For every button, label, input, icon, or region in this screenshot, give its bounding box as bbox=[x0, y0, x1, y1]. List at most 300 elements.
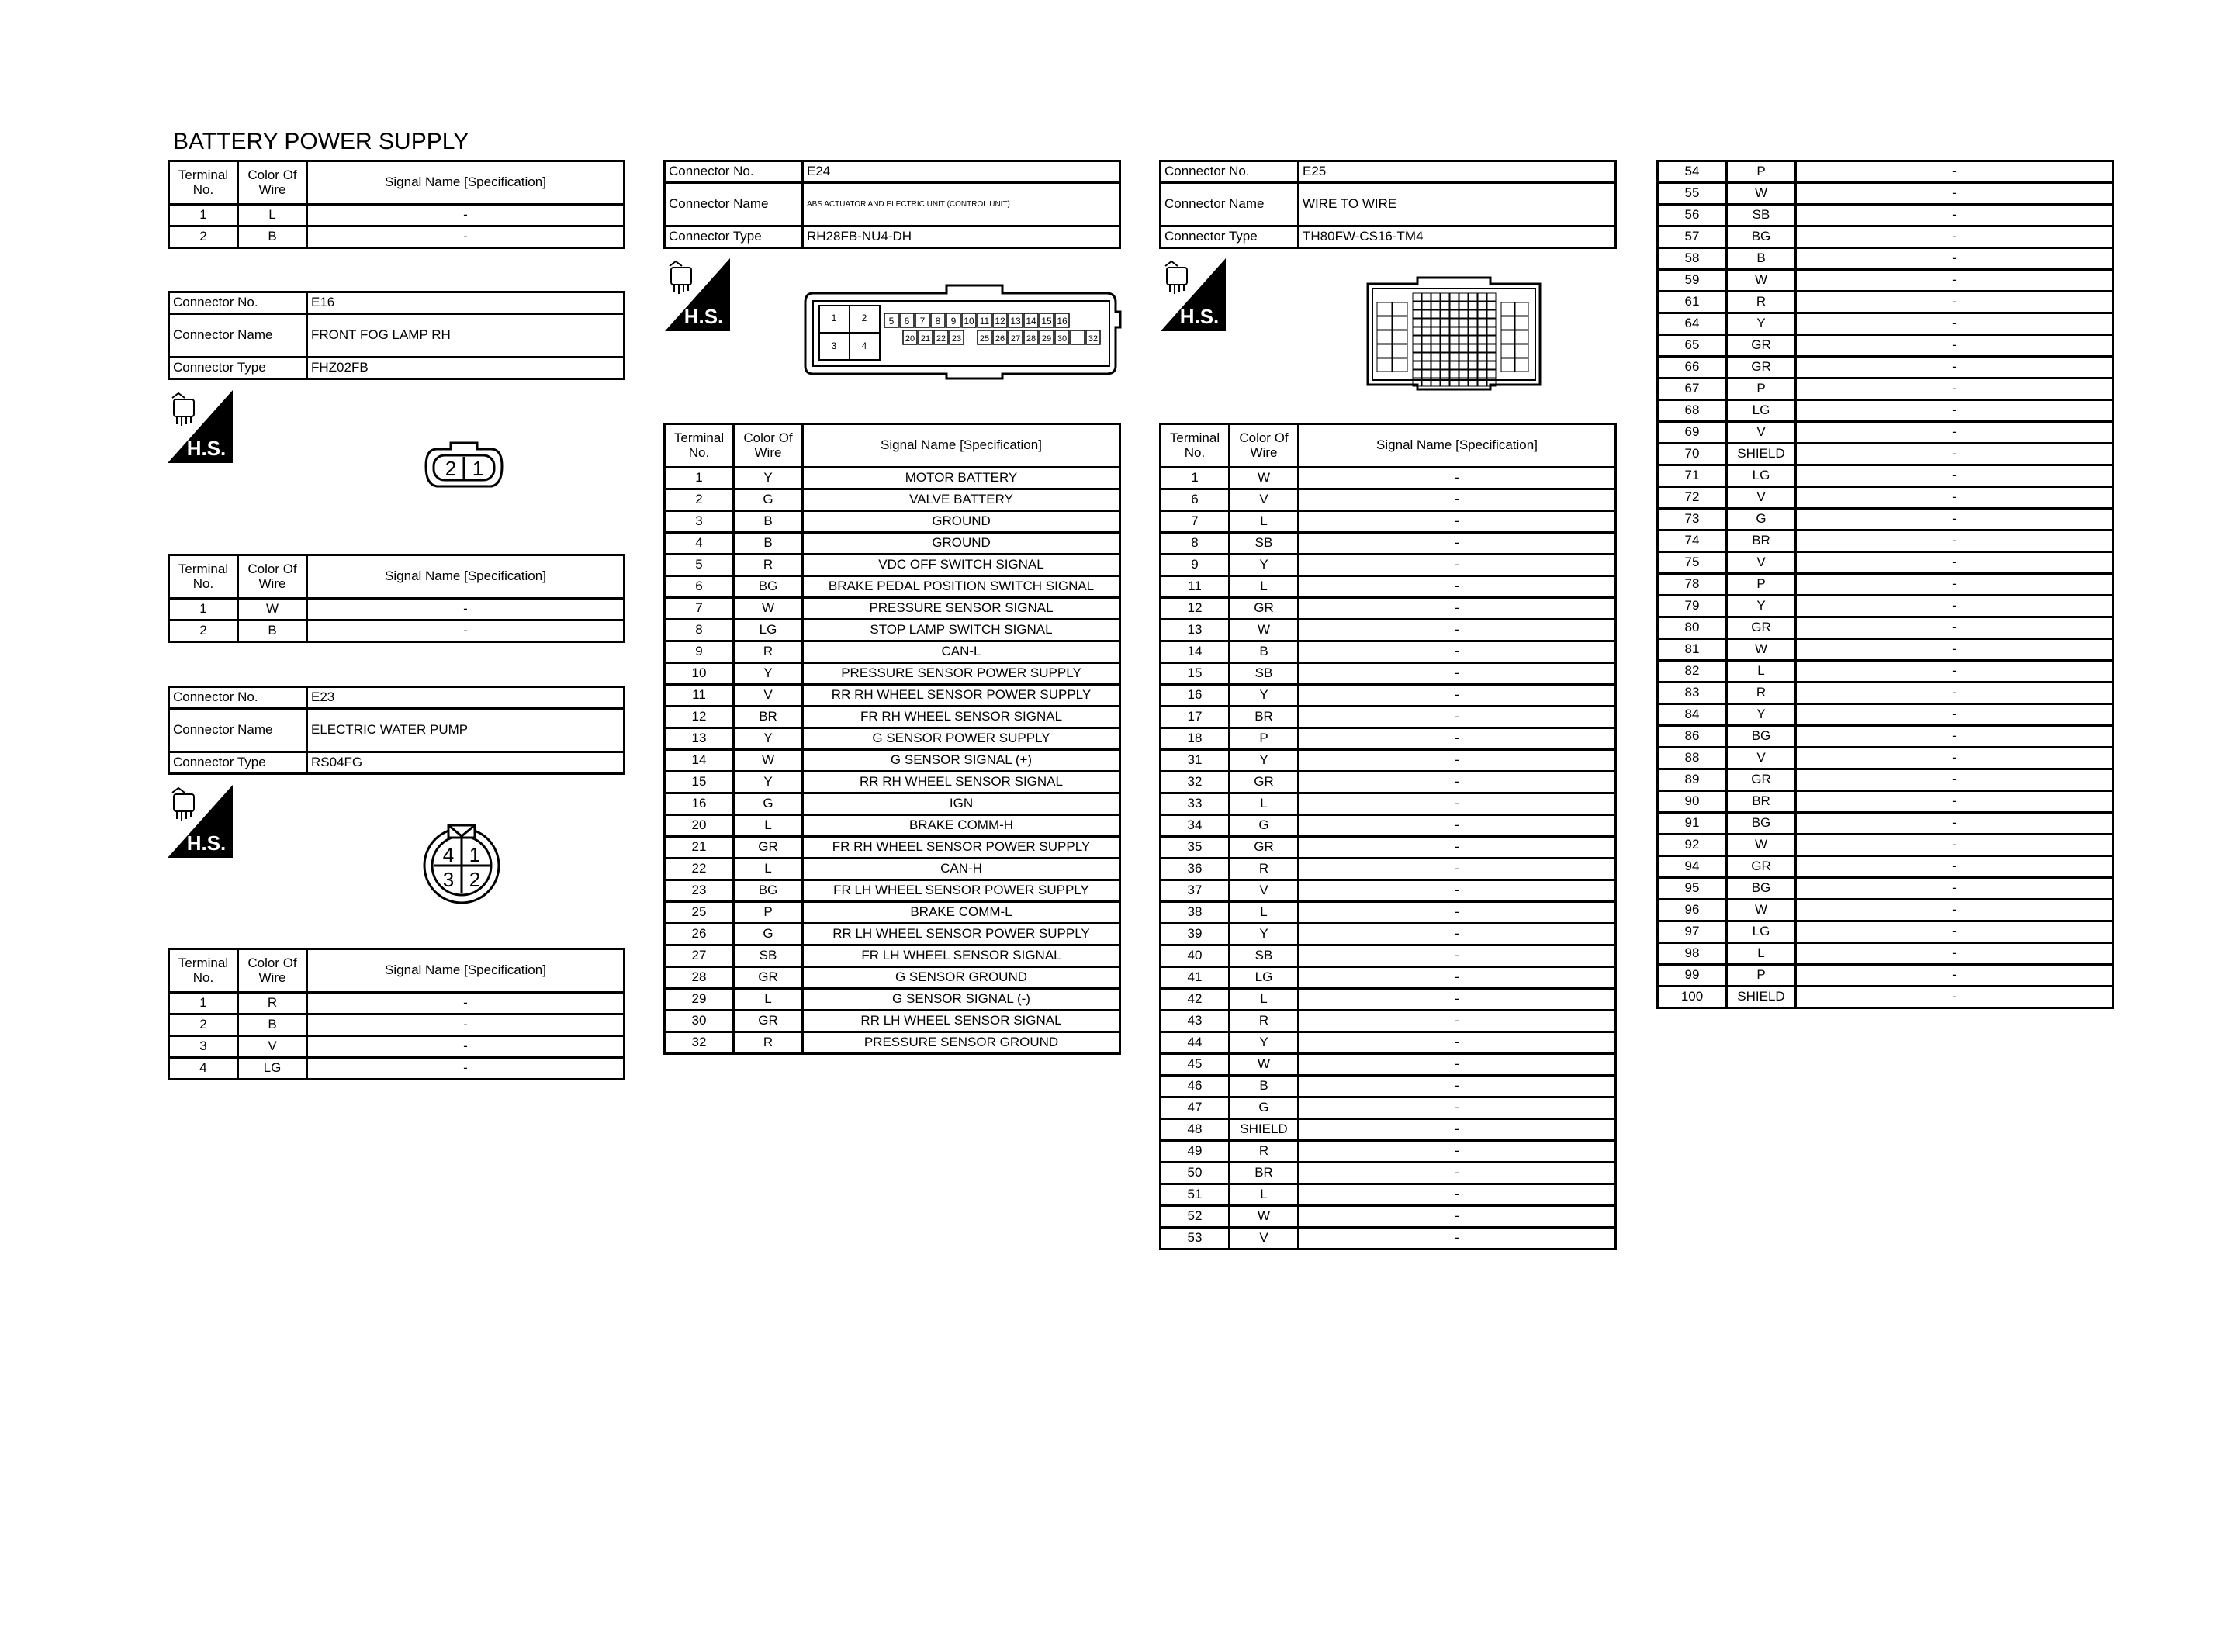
terminal-no-cell: 13 bbox=[1161, 620, 1230, 641]
pin-cell bbox=[1487, 310, 1496, 318]
terminal-no-cell: 5 bbox=[665, 555, 734, 576]
wire-color-cell: GR bbox=[1727, 856, 1796, 878]
terminal-no-cell: 15 bbox=[665, 772, 734, 793]
terminal-no-cell: 55 bbox=[1658, 183, 1727, 205]
wire-color-cell: L bbox=[1230, 1184, 1299, 1206]
terminal-no-cell: 1 bbox=[665, 468, 734, 489]
table-row bbox=[1658, 444, 2113, 465]
table-row bbox=[1658, 313, 2113, 335]
table-row bbox=[665, 815, 1120, 837]
header-line: No. bbox=[192, 575, 214, 591]
signal-name-cell: - bbox=[1299, 511, 1616, 533]
pin-cell bbox=[1459, 327, 1468, 335]
wire-color-header bbox=[238, 161, 307, 205]
pin-cell bbox=[1487, 336, 1496, 344]
table-row bbox=[665, 945, 1120, 967]
table-row bbox=[1161, 1141, 1616, 1163]
wire-color-cell: LG bbox=[1230, 967, 1299, 989]
table-row bbox=[1658, 835, 2113, 856]
connector-type-value: RH28FB-NU4-DH bbox=[803, 226, 1120, 248]
terminal-no-cell: 52 bbox=[1161, 1206, 1230, 1228]
pin-cell bbox=[1450, 319, 1459, 327]
terminal-no-cell: 3 bbox=[169, 1036, 238, 1058]
signal-name-cell: - bbox=[1299, 641, 1616, 663]
pin-cell bbox=[1422, 293, 1431, 301]
wire-color-cell: G bbox=[1230, 1097, 1299, 1119]
terminal-no-cell: 1 bbox=[169, 205, 238, 226]
wire-color-cell: B bbox=[1230, 641, 1299, 663]
header-line: No. bbox=[1184, 444, 1206, 460]
pin-cell bbox=[1393, 358, 1407, 372]
wire-color-cell: GR bbox=[1230, 772, 1299, 793]
pin-cell bbox=[1431, 353, 1440, 361]
terminal-no-cell: 98 bbox=[1658, 943, 1727, 965]
connector-type-label: Connector Type bbox=[1161, 226, 1299, 248]
pin-label: 1 bbox=[472, 457, 484, 480]
connector-type-value: RS04FG bbox=[307, 752, 625, 774]
harness-side-icon bbox=[1161, 258, 1226, 331]
wire-color-cell: G bbox=[734, 489, 803, 511]
terminal-no-cell: 70 bbox=[1658, 444, 1727, 465]
table-row bbox=[1658, 292, 2113, 313]
signal-name-cell: - bbox=[1796, 400, 2113, 422]
table-row bbox=[1658, 856, 2113, 878]
connector-name-label: Connector Name bbox=[169, 314, 307, 358]
pin-label: 12 bbox=[995, 316, 1005, 327]
header-line: Terminal bbox=[178, 561, 229, 576]
terminal-no-cell: 1 bbox=[169, 599, 238, 620]
pin-cell bbox=[1487, 327, 1496, 335]
pin-label: 27 bbox=[1010, 334, 1021, 344]
table-row bbox=[169, 620, 625, 642]
pin-cell bbox=[1413, 302, 1421, 309]
pin-cell bbox=[1431, 327, 1440, 335]
table-row bbox=[665, 533, 1120, 555]
table-row bbox=[1658, 965, 2113, 987]
signal-name-header: Signal Name [Specification] bbox=[307, 949, 625, 993]
table-row bbox=[1658, 596, 2113, 617]
pin-cell bbox=[1377, 344, 1392, 358]
terminal-no-cell: 16 bbox=[665, 793, 734, 815]
wire-color-cell: SHIELD bbox=[1727, 987, 1796, 1008]
pin-cell bbox=[1413, 293, 1421, 301]
terminal-no-cell: 3 bbox=[665, 511, 734, 533]
header-line: No. bbox=[192, 969, 214, 985]
wire-color-cell: SB bbox=[1230, 533, 1299, 555]
terminal-no-cell: 31 bbox=[1161, 750, 1230, 772]
page-title: BATTERY POWER SUPPLY bbox=[173, 129, 469, 154]
harness-side-icon bbox=[665, 258, 730, 331]
signal-name-cell: - bbox=[1299, 880, 1616, 902]
wire-color-cell: V bbox=[734, 685, 803, 707]
e25-connector-diagram bbox=[1363, 273, 1545, 391]
battery-terminal-table bbox=[168, 160, 625, 249]
wire-color-cell: W bbox=[1727, 639, 1796, 661]
wire-color-cell: BG bbox=[1727, 226, 1796, 248]
signal-name-cell: - bbox=[1796, 292, 2113, 313]
signal-name-cell: - bbox=[307, 599, 625, 620]
pin-cell bbox=[1422, 344, 1431, 352]
table-row bbox=[1161, 533, 1616, 555]
terminal-no-cell: 29 bbox=[665, 989, 734, 1011]
e23-connector-diagram bbox=[419, 821, 504, 906]
table-row bbox=[1658, 183, 2113, 205]
signal-name-cell: - bbox=[1796, 487, 2113, 509]
table-row bbox=[1161, 641, 1616, 663]
pin-cell bbox=[1441, 302, 1449, 309]
table-row bbox=[665, 880, 1120, 902]
pin-cell bbox=[1441, 361, 1449, 369]
wire-color-cell: GR bbox=[1727, 335, 1796, 357]
signal-name-cell: G SENSOR GROUND bbox=[803, 967, 1120, 989]
terminal-no-cell: 18 bbox=[1161, 728, 1230, 750]
wire-color-cell: P bbox=[734, 902, 803, 924]
table-row bbox=[665, 576, 1120, 598]
pin-label: 2 bbox=[861, 313, 867, 323]
signal-name-cell: - bbox=[1299, 620, 1616, 641]
terminal-no-cell: 82 bbox=[1658, 661, 1727, 683]
pin-label: 9 bbox=[950, 316, 957, 327]
terminal-no-cell: 2 bbox=[169, 620, 238, 642]
terminal-no-cell: 96 bbox=[1658, 900, 1727, 921]
table-row bbox=[1658, 943, 2113, 965]
wire-color-cell: GR bbox=[1230, 598, 1299, 620]
pin-cell bbox=[1431, 302, 1440, 309]
signal-name-cell: - bbox=[1796, 900, 2113, 921]
table-row bbox=[1161, 924, 1616, 945]
signal-name-cell: RR LH WHEEL SENSOR SIGNAL bbox=[803, 1011, 1120, 1032]
signal-name-header: Signal Name [Specification] bbox=[803, 424, 1120, 468]
terminal-no-cell: 14 bbox=[1161, 641, 1230, 663]
wire-color-cell: B bbox=[238, 620, 307, 642]
terminal-no-cell: 99 bbox=[1658, 965, 1727, 987]
wire-color-cell: B bbox=[734, 511, 803, 533]
terminal-no-cell: 6 bbox=[1161, 489, 1230, 511]
pin-cell bbox=[1377, 358, 1392, 372]
wire-color-cell: LG bbox=[1727, 921, 1796, 943]
terminal-no-header bbox=[665, 424, 734, 468]
signal-name-cell: - bbox=[1299, 750, 1616, 772]
table-row bbox=[1161, 511, 1616, 533]
pin-cell bbox=[1487, 353, 1496, 361]
signal-name-cell: - bbox=[1796, 835, 2113, 856]
terminal-no-cell: 38 bbox=[1161, 902, 1230, 924]
pin-cell bbox=[1450, 361, 1459, 369]
pin-cell bbox=[1459, 361, 1468, 369]
terminal-no-cell: 32 bbox=[1161, 772, 1230, 793]
signal-name-cell: - bbox=[1796, 422, 2113, 444]
wire-color-cell: V bbox=[1727, 552, 1796, 574]
pin-cell bbox=[1441, 370, 1449, 378]
terminal-no-cell: 74 bbox=[1658, 531, 1727, 552]
wire-color-cell: B bbox=[238, 1014, 307, 1036]
pin-label: 2 bbox=[469, 868, 481, 891]
wire-color-cell: Y bbox=[1727, 704, 1796, 726]
signal-name-cell: - bbox=[307, 1058, 625, 1080]
e24-connector-info bbox=[663, 160, 1121, 249]
wire-color-cell: V bbox=[1230, 489, 1299, 511]
signal-name-cell: - bbox=[1796, 248, 2113, 270]
terminal-no-cell: 41 bbox=[1161, 967, 1230, 989]
terminal-no-cell: 8 bbox=[665, 620, 734, 641]
signal-name-cell: - bbox=[1299, 1119, 1616, 1141]
table-row bbox=[1161, 989, 1616, 1011]
terminal-no-cell: 94 bbox=[1658, 856, 1727, 878]
e25-terminal-table-continued bbox=[1656, 160, 2114, 1009]
wire-color-cell: SB bbox=[1230, 945, 1299, 967]
pin-cell bbox=[1422, 336, 1431, 344]
wire-color-cell: SB bbox=[1727, 205, 1796, 226]
pin-cell bbox=[1431, 336, 1440, 344]
terminal-no-cell: 4 bbox=[665, 533, 734, 555]
pin-label: 8 bbox=[935, 316, 941, 327]
wire-color-cell: BG bbox=[1727, 813, 1796, 835]
table-row bbox=[1161, 620, 1616, 641]
pin-cell bbox=[1469, 302, 1477, 309]
wire-color-cell: W bbox=[1230, 1054, 1299, 1076]
terminal-no-cell: 28 bbox=[665, 967, 734, 989]
signal-name-cell: - bbox=[1796, 661, 2113, 683]
e24-connector-diagram bbox=[802, 282, 1122, 382]
terminal-no-cell: 2 bbox=[665, 489, 734, 511]
connector-no-label: Connector No. bbox=[1161, 161, 1299, 183]
e16-connector-diagram bbox=[423, 438, 505, 494]
signal-name-cell: - bbox=[307, 1036, 625, 1058]
table-row bbox=[1161, 1184, 1616, 1206]
harness-side-icon bbox=[168, 785, 233, 858]
wire-color-cell: GR bbox=[734, 1011, 803, 1032]
wire-color-cell: BR bbox=[1727, 791, 1796, 813]
pin-cell bbox=[1487, 293, 1496, 301]
terminal-no-cell: 47 bbox=[1161, 1097, 1230, 1119]
pin-cell bbox=[1422, 302, 1431, 309]
signal-name-cell: - bbox=[1299, 685, 1616, 707]
header-line: Terminal bbox=[178, 167, 229, 182]
pin-cell bbox=[1377, 330, 1392, 344]
wire-color-cell: Y bbox=[1727, 313, 1796, 335]
signal-name-cell: - bbox=[1796, 531, 2113, 552]
pin-cell bbox=[1478, 310, 1486, 318]
terminal-no-cell: 1 bbox=[1161, 468, 1230, 489]
signal-name-cell: - bbox=[1299, 1206, 1616, 1228]
pin-cell bbox=[1422, 319, 1431, 327]
pin-cell bbox=[1413, 336, 1421, 344]
terminal-no-cell: 48 bbox=[1161, 1119, 1230, 1141]
pin-label: 30 bbox=[1057, 334, 1068, 344]
signal-name-header: Signal Name [Specification] bbox=[1299, 424, 1616, 468]
pin-label: 28 bbox=[1026, 334, 1036, 344]
table-row bbox=[665, 924, 1120, 945]
table-row bbox=[665, 641, 1120, 663]
table-row bbox=[1658, 704, 2113, 726]
harness-side-icon bbox=[168, 390, 233, 463]
terminal-no-cell: 9 bbox=[1161, 555, 1230, 576]
table-row bbox=[169, 1058, 625, 1080]
wire-color-cell: W bbox=[1727, 183, 1796, 205]
signal-name-header: Signal Name [Specification] bbox=[307, 161, 625, 205]
table-row bbox=[1161, 902, 1616, 924]
pin-cell bbox=[1431, 319, 1440, 327]
pin-cell bbox=[1469, 353, 1477, 361]
wire-color-header bbox=[238, 949, 307, 993]
connector-type-label: Connector Type bbox=[169, 752, 307, 774]
pin-cell bbox=[1431, 293, 1440, 301]
signal-name-cell: - bbox=[1796, 943, 2113, 965]
pin-cell bbox=[1441, 344, 1449, 352]
table-header bbox=[665, 424, 1120, 468]
connector-no-value: E23 bbox=[307, 687, 625, 709]
wire-color-cell: P bbox=[1727, 965, 1796, 987]
pin-cell bbox=[1441, 336, 1449, 344]
table-row bbox=[1161, 728, 1616, 750]
wire-color-cell: W bbox=[1727, 270, 1796, 292]
terminal-no-cell: 26 bbox=[665, 924, 734, 945]
pin-cell bbox=[1469, 327, 1477, 335]
table-row bbox=[665, 902, 1120, 924]
terminal-no-cell: 23 bbox=[665, 880, 734, 902]
pin-label: 15 bbox=[1041, 316, 1052, 327]
wire-color-cell: V bbox=[238, 1036, 307, 1058]
wire-color-cell: Y bbox=[734, 663, 803, 685]
wire-color-cell: GR bbox=[1727, 769, 1796, 791]
table-row bbox=[1658, 378, 2113, 400]
pin-label: 13 bbox=[1010, 316, 1021, 327]
signal-name-cell: - bbox=[1796, 769, 2113, 791]
table-row bbox=[665, 555, 1120, 576]
terminal-no-cell: 2 bbox=[169, 1014, 238, 1036]
wire-color-cell: P bbox=[1727, 378, 1796, 400]
terminal-no-cell: 49 bbox=[1161, 1141, 1230, 1163]
table-row bbox=[1658, 487, 2113, 509]
table-row bbox=[665, 837, 1120, 859]
table-row bbox=[665, 750, 1120, 772]
signal-name-cell: FR LH WHEEL SENSOR POWER SUPPLY bbox=[803, 880, 1120, 902]
wire-color-cell: R bbox=[734, 555, 803, 576]
pin-cell bbox=[1501, 358, 1514, 372]
signal-name-cell: FR LH WHEEL SENSOR SIGNAL bbox=[803, 945, 1120, 967]
table-row bbox=[1161, 576, 1616, 598]
table-row bbox=[1161, 1011, 1616, 1032]
pin-cell bbox=[1441, 310, 1449, 318]
table-row bbox=[169, 226, 625, 248]
table-row bbox=[1658, 226, 2113, 248]
signal-name-cell: - bbox=[1299, 1141, 1616, 1163]
terminal-no-cell: 11 bbox=[1161, 576, 1230, 598]
wire-color-cell: LG bbox=[238, 1058, 307, 1080]
wire-color-cell: R bbox=[734, 1032, 803, 1054]
pin-cell bbox=[1515, 344, 1528, 358]
signal-name-cell: STOP LAMP SWITCH SIGNAL bbox=[803, 620, 1120, 641]
wire-color-cell: R bbox=[1230, 1141, 1299, 1163]
wire-color-cell: G bbox=[1230, 815, 1299, 837]
header-line: Color Of bbox=[247, 561, 297, 576]
terminal-no-cell: 79 bbox=[1658, 596, 1727, 617]
connector-no-label: Connector No. bbox=[665, 161, 803, 183]
e23-connector-info bbox=[168, 686, 625, 775]
pin-label: 6 bbox=[904, 316, 910, 327]
terminal-no-cell: 35 bbox=[1161, 837, 1230, 859]
table-row bbox=[1161, 967, 1616, 989]
wire-color-cell: L bbox=[1230, 793, 1299, 815]
wire-color-cell: L bbox=[238, 205, 307, 226]
pin-label: 1 bbox=[831, 313, 837, 323]
wire-color-cell: W bbox=[734, 750, 803, 772]
terminal-no-cell: 33 bbox=[1161, 793, 1230, 815]
e25-connector-info bbox=[1159, 160, 1617, 249]
table-row bbox=[1658, 574, 2113, 596]
terminal-no-cell: 80 bbox=[1658, 617, 1727, 639]
signal-name-cell: - bbox=[1796, 552, 2113, 574]
connector-type-value: FHZ02FB bbox=[307, 358, 625, 379]
pin-cell bbox=[1413, 370, 1421, 378]
terminal-no-cell: 11 bbox=[665, 685, 734, 707]
connector-name-value: ABS ACTUATOR AND ELECTRIC UNIT (CONTROL UNIT) bbox=[803, 183, 1120, 226]
e24-terminal-table bbox=[663, 423, 1121, 1055]
signal-name-cell: BRAKE PEDAL POSITION SWITCH SIGNAL bbox=[803, 576, 1120, 598]
wire-color-cell: GR bbox=[734, 837, 803, 859]
pin-cell bbox=[1469, 370, 1477, 378]
table-row bbox=[1161, 598, 1616, 620]
table-row bbox=[1161, 489, 1616, 511]
wire-color-cell: BG bbox=[1727, 878, 1796, 900]
pin-cell bbox=[1487, 370, 1496, 378]
pin-cell bbox=[1393, 344, 1407, 358]
pin-cell bbox=[1431, 361, 1440, 369]
signal-name-cell: - bbox=[1796, 965, 2113, 987]
pin-label: 2 bbox=[445, 457, 457, 480]
pin-cell bbox=[1377, 316, 1392, 330]
signal-name-cell: G SENSOR SIGNAL (-) bbox=[803, 989, 1120, 1011]
signal-name-cell: - bbox=[307, 1014, 625, 1036]
terminal-no-cell: 97 bbox=[1658, 921, 1727, 943]
pin-cell bbox=[1441, 293, 1449, 301]
signal-name-cell: - bbox=[1299, 707, 1616, 728]
pin-cell bbox=[1450, 302, 1459, 309]
pin-label: 16 bbox=[1057, 316, 1068, 327]
table-row bbox=[1161, 1163, 1616, 1184]
terminal-no-cell: 68 bbox=[1658, 400, 1727, 422]
table-row bbox=[1658, 987, 2113, 1008]
pin-cell bbox=[1413, 361, 1421, 369]
pin-cell bbox=[1478, 370, 1486, 378]
table-row bbox=[665, 685, 1120, 707]
wire-color-cell: Y bbox=[734, 468, 803, 489]
wire-color-cell: W bbox=[1727, 900, 1796, 921]
wire-color-cell: BR bbox=[734, 707, 803, 728]
wire-color-cell: V bbox=[1727, 487, 1796, 509]
wire-color-cell: W bbox=[1230, 468, 1299, 489]
pin-label: 14 bbox=[1026, 316, 1036, 327]
pin-cell bbox=[1469, 319, 1477, 327]
pin-cell bbox=[1450, 327, 1459, 335]
wire-color-cell: W bbox=[1230, 1206, 1299, 1228]
terminal-no-cell: 40 bbox=[1161, 945, 1230, 967]
terminal-no-cell: 73 bbox=[1658, 509, 1727, 531]
pin-cell bbox=[1469, 344, 1477, 352]
signal-name-cell: - bbox=[1299, 728, 1616, 750]
signal-name-header: Signal Name [Specification] bbox=[307, 555, 625, 599]
pin-cell bbox=[1459, 353, 1468, 361]
pin-cell bbox=[1377, 302, 1392, 316]
terminal-no-cell: 83 bbox=[1658, 683, 1727, 704]
pin-cell bbox=[1459, 336, 1468, 344]
terminal-no-cell: 57 bbox=[1658, 226, 1727, 248]
terminal-no-cell: 15 bbox=[1161, 663, 1230, 685]
table-row bbox=[1161, 750, 1616, 772]
table-row bbox=[665, 1011, 1120, 1032]
terminal-no-cell: 36 bbox=[1161, 859, 1230, 880]
terminal-no-cell: 75 bbox=[1658, 552, 1727, 574]
